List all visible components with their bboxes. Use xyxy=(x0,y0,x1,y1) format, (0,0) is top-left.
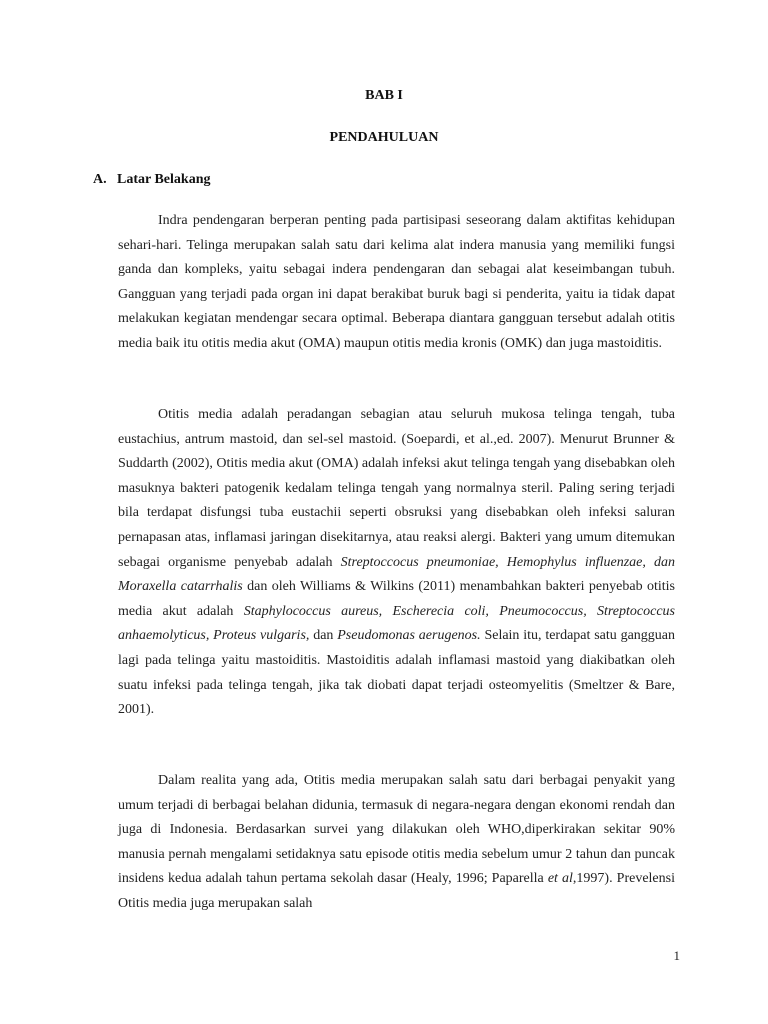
chapter-number: BAB I xyxy=(365,88,403,103)
paragraph xyxy=(118,769,675,917)
section-letter: A. xyxy=(93,172,107,187)
paragraph xyxy=(118,403,675,723)
paragraph-text: ,1997). Prevelensi Otitis media juga merupakan salah xyxy=(118,871,675,911)
paragraph-text: Otitis media adalah peradangan sebagian atau seluruh mukosa telinga tengah, tuba eustachius, antrum mastoid, dan sel-sel mastoid. (Soepardi, et al.,ed. 2007). Menurut Brunner & Suddarth (2002), Otitis media akut (OMA) adalah infeksi akut telinga tengah yang disebabkan oleh masuknya bakteri patogenik kedalam telinga tengah yang normalnya steril. Paling sering terjadi bila terdapat disfungsi tuba eustachii seperti obsruksi yang disebabkan oleh infeksi saluran pernapasan atas, inflamasi jaringan disekitarnya, atau reaksi alergi. Bakteri yang umum ditemukan sebagai organisme penyebab adalah xyxy=(118,407,675,570)
italic-text: et al xyxy=(547,871,573,887)
chapter-title: PENDAHULUAN xyxy=(329,130,439,145)
section-heading xyxy=(93,172,210,188)
paragraph-text: Indra pendengaran berperan penting pada partisipasi seseorang dalam aktifitas kehidupan sehari-hari. Telinga merupakan salah satu dari kelima alat indera manusia yang memiliki fungsi ganda dan kompleks, yaitu sebagai indera pendengaran dan sebagai alat keseimbangan tubuh. Gangguan yang terjadi pada organ ini dapat berakibat buruk bagi si penderita, yaitu ia tidak dapat melakukan kegiatan mendengar secara optimal. Beberapa diantara gangguan tersebut adalah otitis media baik itu otitis media akut (OMA) maupun otitis media kronis (OMK) dan juga mastoiditis. xyxy=(118,213,675,351)
paragraph-text: dan xyxy=(309,628,338,644)
italic-text: Staphylococcus aureus, Escherecia coli, Pneumococcus, Streptococcus anhaemolyticus, Proteus vulgaris, xyxy=(118,603,675,644)
italic-text: Pseudomonas aerugenos. xyxy=(337,628,481,644)
paragraph-text: Dalam realita yang ada, Otitis media merupakan salah satu dari berbagai penyakit yang umum terjadi di berbagai belahan didunia, termasuk di negara-negara dengan ekonomi rendah dan juga di Indonesia. Berdasarkan survei yang dilakukan oleh WHO,diperkirakan sekitar 90% manusia pernah mengalami setidaknya satu episode otitis media sebelum umur 2 tahun dan puncak insidens kedua adalah tahun pertama sekolah dasar (Healy, 1996; Paparella xyxy=(118,773,675,887)
page-number: 1 xyxy=(673,948,680,963)
paragraph xyxy=(118,209,675,357)
section-title: Latar Belakang xyxy=(117,172,211,187)
paragraph-text: dan oleh Williams & Wilkins (2011) menambahkan bakteri penyebab otitis media akut adalah xyxy=(118,579,675,619)
italic-text: Streptoccocus pneumoniae, Hemophylus influenzae, dan Moraxella catarrhalis xyxy=(118,554,675,595)
paragraph-text: Selain itu, terdapat satu gangguan lagi pada telinga yaitu mastoiditis. Mastoiditis adalah inflamasi mastoid yang diakibatkan oleh suatu infeksi pada telinga tengah, jika tak diobati dapat terjadi osteomyelitis (Smeltzer & Bare, 2001). xyxy=(118,628,675,718)
